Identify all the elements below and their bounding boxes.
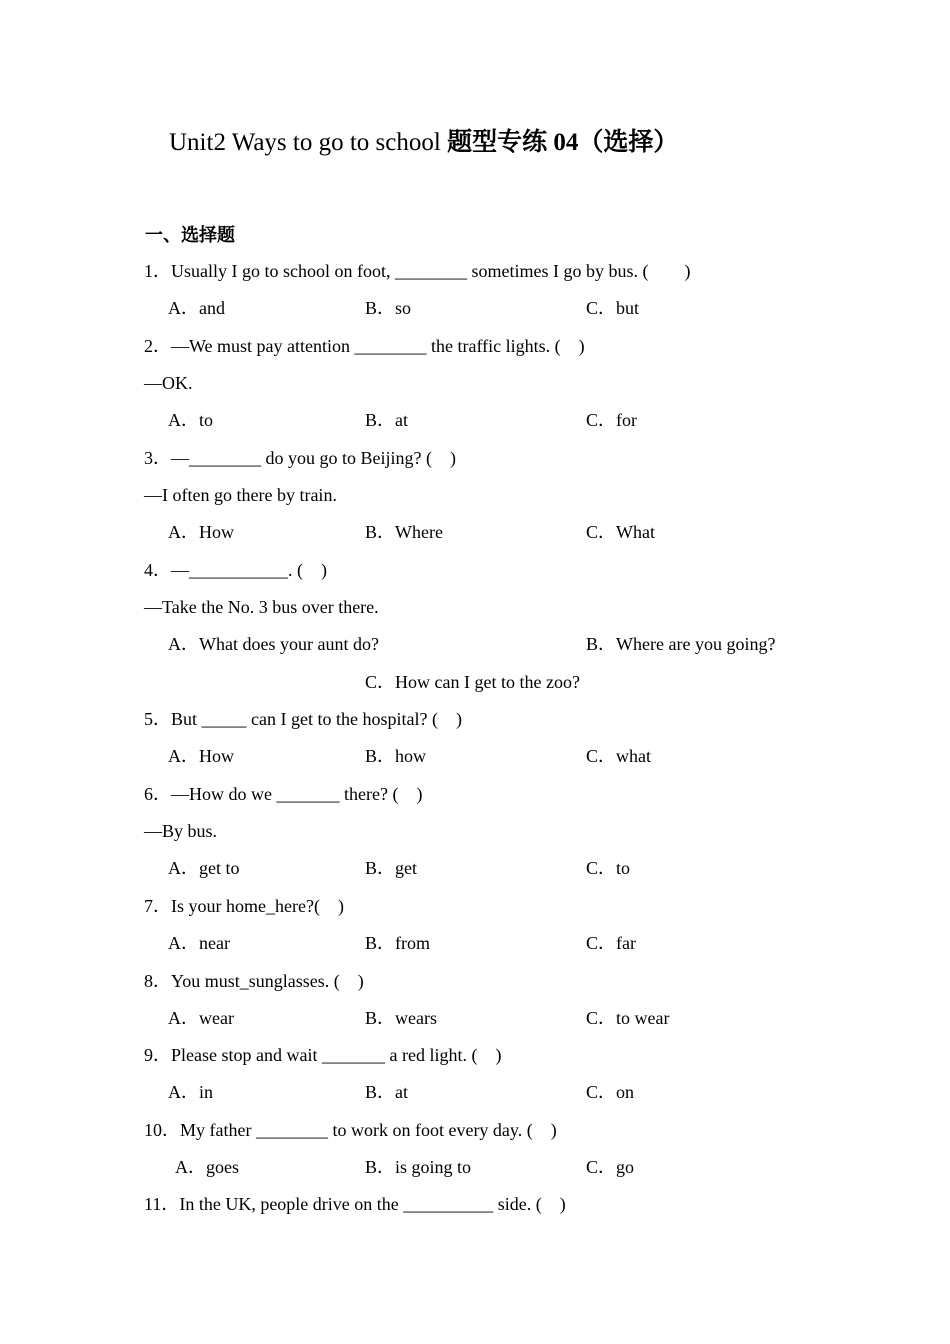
question-9-stem: 9．Please stop and wait _______ a red light. ( ) (144, 1045, 502, 1065)
question-7-stem: 7．Is your home_here?( ) (144, 896, 344, 916)
question-7-option-c: C．far (586, 933, 636, 953)
question-10-option-c: C．go (586, 1157, 635, 1177)
question-6-stem: 6．—How do we _______ there? ( ) (144, 784, 423, 804)
question-9-option-c: C．on (586, 1082, 635, 1102)
question-6-reply: —By bus. (144, 821, 218, 841)
question-7-option-a: A．near (168, 933, 230, 953)
question-3-option-c: C．What (586, 522, 655, 542)
question-3-option-b: B．Where (365, 522, 443, 542)
question-10-option-a: A．goes (175, 1157, 239, 1177)
question-5-option-b: B．how (365, 746, 427, 766)
question-3-option-a: A．How (168, 522, 234, 542)
question-9-option-a: A．in (168, 1082, 213, 1102)
title-suffix: （选择） (578, 129, 679, 156)
question-4-option-c: C．How can I get to the zoo? (365, 672, 580, 692)
question-2-option-c: C．for (586, 410, 637, 430)
question-4-option-b: B．Where are you going? (586, 634, 776, 654)
question-1-option-a: A．and (168, 298, 225, 318)
question-6-option-b: B．get (365, 858, 417, 878)
title-main: Unit2 Ways to go to school (169, 129, 448, 156)
question-5-option-c: C．what (586, 746, 651, 766)
page-title (169, 122, 678, 158)
question-1-option-c: C．but (586, 298, 640, 318)
question-3-stem: 3．—________ do you go to Beijing? ( ) (144, 448, 456, 468)
question-5-option-a: A．How (168, 746, 234, 766)
question-11-stem: 11．In the UK, people drive on the __________ side. ( ) (144, 1194, 566, 1214)
question-7-option-b: B．from (365, 933, 430, 953)
question-1-stem: 1．Usually I go to school on foot, ________ sometimes I go by bus. ( ) (144, 261, 691, 281)
question-5-stem: 5．But _____ can I get to the hospital? ( ) (144, 709, 462, 729)
question-2-reply: —OK. (144, 373, 193, 393)
title-cn: 题型专练 (447, 129, 554, 156)
question-4-option-a: A．What does your aunt do? (168, 634, 379, 654)
question-8-option-a: A．wear (168, 1008, 234, 1028)
question-2-option-a: A．to (168, 410, 213, 430)
section-heading: 一、选择题 (145, 225, 235, 245)
question-10-stem: 10．My father ________ to work on foot every day. ( ) (144, 1120, 557, 1140)
question-4-stem: 4．—___________. ( ) (144, 560, 327, 580)
question-2-stem: 2．—We must pay attention ________ the traffic lights. ( ) (144, 336, 585, 356)
question-3-reply: —I often go there by train. (144, 485, 337, 505)
question-8-option-b: B．wears (365, 1008, 437, 1028)
question-8-stem: 8．You must_sunglasses. ( ) (144, 971, 364, 991)
question-10-option-b: B．is going to (365, 1157, 472, 1177)
question-6-option-c: C．to (586, 858, 631, 878)
question-9-option-b: B．at (365, 1082, 408, 1102)
question-8-option-c: C．to wear (586, 1008, 670, 1028)
question-1-option-b: B．so (365, 298, 412, 318)
title-number: 04 (553, 129, 579, 156)
question-6-option-a: A．get to (168, 858, 240, 878)
question-2-option-b: B．at (365, 410, 408, 430)
question-4-reply: —Take the No. 3 bus over there. (144, 597, 379, 617)
